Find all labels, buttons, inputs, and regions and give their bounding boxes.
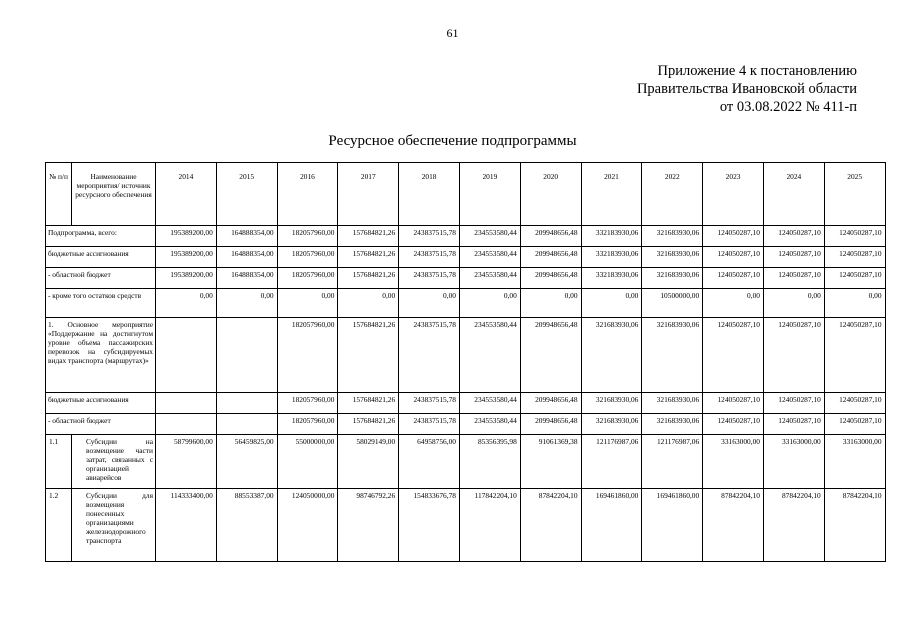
value-cell: 209948656,48 <box>520 393 581 414</box>
header-year: 2017 <box>338 163 399 226</box>
value-cell: 209948656,48 <box>520 226 581 247</box>
row-code: 1.1 <box>46 435 72 489</box>
value-cell: 124050287,10 <box>763 268 824 289</box>
value-cell <box>216 414 277 435</box>
row-label: - областной бюджет <box>46 414 156 435</box>
value-cell: 195389200,00 <box>156 268 217 289</box>
value-cell: 321683930,06 <box>642 247 703 268</box>
value-cell: 124050287,10 <box>703 393 764 414</box>
row-label: Субсидии для возмещения понесенных организациями железнодорожного транспорта <box>72 489 156 562</box>
value-cell <box>156 318 217 393</box>
value-cell: 182057960,00 <box>277 226 338 247</box>
header-year: 2015 <box>216 163 277 226</box>
value-cell: 56459825,00 <box>216 435 277 489</box>
row-label: 1. Основное мероприятие «Поддержание на достигнутом уровне объема пассажирских перевозок на субсидируемых видах транспорта (маршрутах)» <box>46 318 156 393</box>
value-cell <box>216 318 277 393</box>
value-cell: 321683930,06 <box>581 414 642 435</box>
value-cell: 164888354,00 <box>216 247 277 268</box>
header-year: 2016 <box>277 163 338 226</box>
value-cell: 124050287,10 <box>824 247 885 268</box>
row-label: - кроме того остатков средств <box>46 289 156 318</box>
value-cell: 124050287,10 <box>703 268 764 289</box>
value-cell: 88553387,00 <box>216 489 277 562</box>
value-cell: 157684821,26 <box>338 393 399 414</box>
value-cell: 332183930,06 <box>581 247 642 268</box>
value-cell: 114333400,00 <box>156 489 217 562</box>
value-cell: 0,00 <box>763 289 824 318</box>
value-cell: 182057960,00 <box>277 268 338 289</box>
value-cell: 321683930,06 <box>581 318 642 393</box>
value-cell: 64958756,00 <box>399 435 460 489</box>
header-year: 2021 <box>581 163 642 226</box>
value-cell: 154833676,78 <box>399 489 460 562</box>
header-name: Наименование мероприятия/ источник ресурсного обеспечения <box>72 163 156 226</box>
value-cell: 0,00 <box>399 289 460 318</box>
value-cell: 87842204,10 <box>703 489 764 562</box>
value-cell: 209948656,48 <box>520 318 581 393</box>
value-cell: 243837515,78 <box>399 247 460 268</box>
value-cell: 0,00 <box>520 289 581 318</box>
value-cell: 209948656,48 <box>520 268 581 289</box>
value-cell: 91061369,38 <box>520 435 581 489</box>
value-cell: 195389200,00 <box>156 226 217 247</box>
value-cell: 58029149,00 <box>338 435 399 489</box>
value-cell: 87842204,10 <box>520 489 581 562</box>
value-cell: 182057960,00 <box>277 318 338 393</box>
value-cell: 0,00 <box>216 289 277 318</box>
value-cell: 332183930,06 <box>581 268 642 289</box>
value-cell: 209948656,48 <box>520 247 581 268</box>
value-cell: 0,00 <box>824 289 885 318</box>
table-row <box>46 318 886 393</box>
value-cell: 0,00 <box>156 289 217 318</box>
row-code: 1.2 <box>46 489 72 562</box>
value-cell: 182057960,00 <box>277 414 338 435</box>
value-cell: 182057960,00 <box>277 393 338 414</box>
value-cell: 209948656,48 <box>520 414 581 435</box>
row-label: Субсидии на возмещение части затрат, связанных с организацией авиарейсов <box>72 435 156 489</box>
value-cell: 33163000,00 <box>703 435 764 489</box>
value-cell: 124050287,10 <box>763 247 824 268</box>
value-cell: 243837515,78 <box>399 414 460 435</box>
value-cell: 124050287,10 <box>703 226 764 247</box>
value-cell: 182057960,00 <box>277 247 338 268</box>
table-row <box>46 414 886 435</box>
value-cell: 58799600,00 <box>156 435 217 489</box>
value-cell: 157684821,26 <box>338 318 399 393</box>
appendix-block <box>637 62 857 116</box>
value-cell: 157684821,26 <box>338 268 399 289</box>
value-cell: 124050287,10 <box>824 393 885 414</box>
table-row <box>46 247 886 268</box>
value-cell: 243837515,78 <box>399 393 460 414</box>
value-cell: 0,00 <box>703 289 764 318</box>
value-cell: 33163000,00 <box>763 435 824 489</box>
value-cell: 117842204,10 <box>459 489 520 562</box>
value-cell: 157684821,26 <box>338 226 399 247</box>
value-cell <box>156 393 217 414</box>
value-cell: 85356395,98 <box>459 435 520 489</box>
value-cell: 321683930,06 <box>642 393 703 414</box>
value-cell: 234553580,44 <box>459 226 520 247</box>
resource-table <box>45 162 886 562</box>
table-row <box>46 226 886 247</box>
page-number: 61 <box>446 26 459 40</box>
value-cell: 243837515,78 <box>399 318 460 393</box>
header-year: 2014 <box>156 163 217 226</box>
value-cell: 321683930,06 <box>581 393 642 414</box>
value-cell: 124050287,10 <box>824 318 885 393</box>
table-row <box>46 435 886 489</box>
value-cell: 124050000,00 <box>277 489 338 562</box>
row-label: бюджетные ассигнования <box>46 247 156 268</box>
value-cell: 234553580,44 <box>459 393 520 414</box>
value-cell: 243837515,78 <box>399 226 460 247</box>
value-cell: 55000000,00 <box>277 435 338 489</box>
value-cell: 124050287,10 <box>824 268 885 289</box>
value-cell: 124050287,10 <box>763 393 824 414</box>
value-cell: 87842204,10 <box>824 489 885 562</box>
value-cell: 164888354,00 <box>216 268 277 289</box>
header-row <box>46 163 886 226</box>
header-year: 2018 <box>399 163 460 226</box>
row-label: бюджетные ассигнования <box>46 393 156 414</box>
header-year: 2025 <box>824 163 885 226</box>
value-cell: 234553580,44 <box>459 268 520 289</box>
table-row <box>46 489 886 562</box>
value-cell: 124050287,10 <box>763 414 824 435</box>
row-label: - областной бюджет <box>46 268 156 289</box>
value-cell: 0,00 <box>338 289 399 318</box>
header-year: 2019 <box>459 163 520 226</box>
table-row <box>46 289 886 318</box>
appendix-line-1: Приложение 4 к постановлению <box>657 63 857 79</box>
value-cell: 124050287,10 <box>763 226 824 247</box>
row-label: Подпрограмма, всего: <box>46 226 156 247</box>
value-cell: 157684821,26 <box>338 414 399 435</box>
value-cell: 121176987,06 <box>581 435 642 489</box>
value-cell: 124050287,10 <box>703 318 764 393</box>
value-cell: 243837515,78 <box>399 268 460 289</box>
value-cell: 234553580,44 <box>459 318 520 393</box>
value-cell: 124050287,10 <box>824 414 885 435</box>
value-cell: 10500000,00 <box>642 289 703 318</box>
value-cell: 0,00 <box>277 289 338 318</box>
value-cell: 321683930,06 <box>642 268 703 289</box>
table-row <box>46 268 886 289</box>
value-cell: 332183930,06 <box>581 226 642 247</box>
value-cell: 321683930,06 <box>642 318 703 393</box>
value-cell: 321683930,06 <box>642 226 703 247</box>
value-cell: 98746792,26 <box>338 489 399 562</box>
value-cell: 124050287,10 <box>824 226 885 247</box>
value-cell: 124050287,10 <box>703 414 764 435</box>
value-cell: 234553580,44 <box>459 247 520 268</box>
appendix-line-2: Правительства Ивановской области <box>636 81 857 97</box>
value-cell <box>156 414 217 435</box>
value-cell: 121176987,06 <box>642 435 703 489</box>
value-cell: 169461860,00 <box>581 489 642 562</box>
value-cell: 87842204,10 <box>763 489 824 562</box>
value-cell: 0,00 <box>581 289 642 318</box>
table-row <box>46 393 886 414</box>
value-cell: 234553580,44 <box>459 414 520 435</box>
value-cell: 169461860,00 <box>642 489 703 562</box>
value-cell: 321683930,06 <box>642 414 703 435</box>
appendix-line-3: от 03.08.2022 № 411-п <box>719 99 857 115</box>
header-year: 2023 <box>703 163 764 226</box>
value-cell: 195389200,00 <box>156 247 217 268</box>
header-year: 2022 <box>642 163 703 226</box>
value-cell: 124050287,10 <box>703 247 764 268</box>
value-cell: 157684821,26 <box>338 247 399 268</box>
value-cell: 124050287,10 <box>763 318 824 393</box>
header-year: 2024 <box>763 163 824 226</box>
header-number: № п/п <box>46 163 72 226</box>
value-cell <box>216 393 277 414</box>
value-cell: 0,00 <box>459 289 520 318</box>
document-title: Ресурсное обеспечение подпрограммы <box>328 133 577 149</box>
header-year: 2020 <box>520 163 581 226</box>
value-cell: 33163000,00 <box>824 435 885 489</box>
value-cell: 164888354,00 <box>216 226 277 247</box>
